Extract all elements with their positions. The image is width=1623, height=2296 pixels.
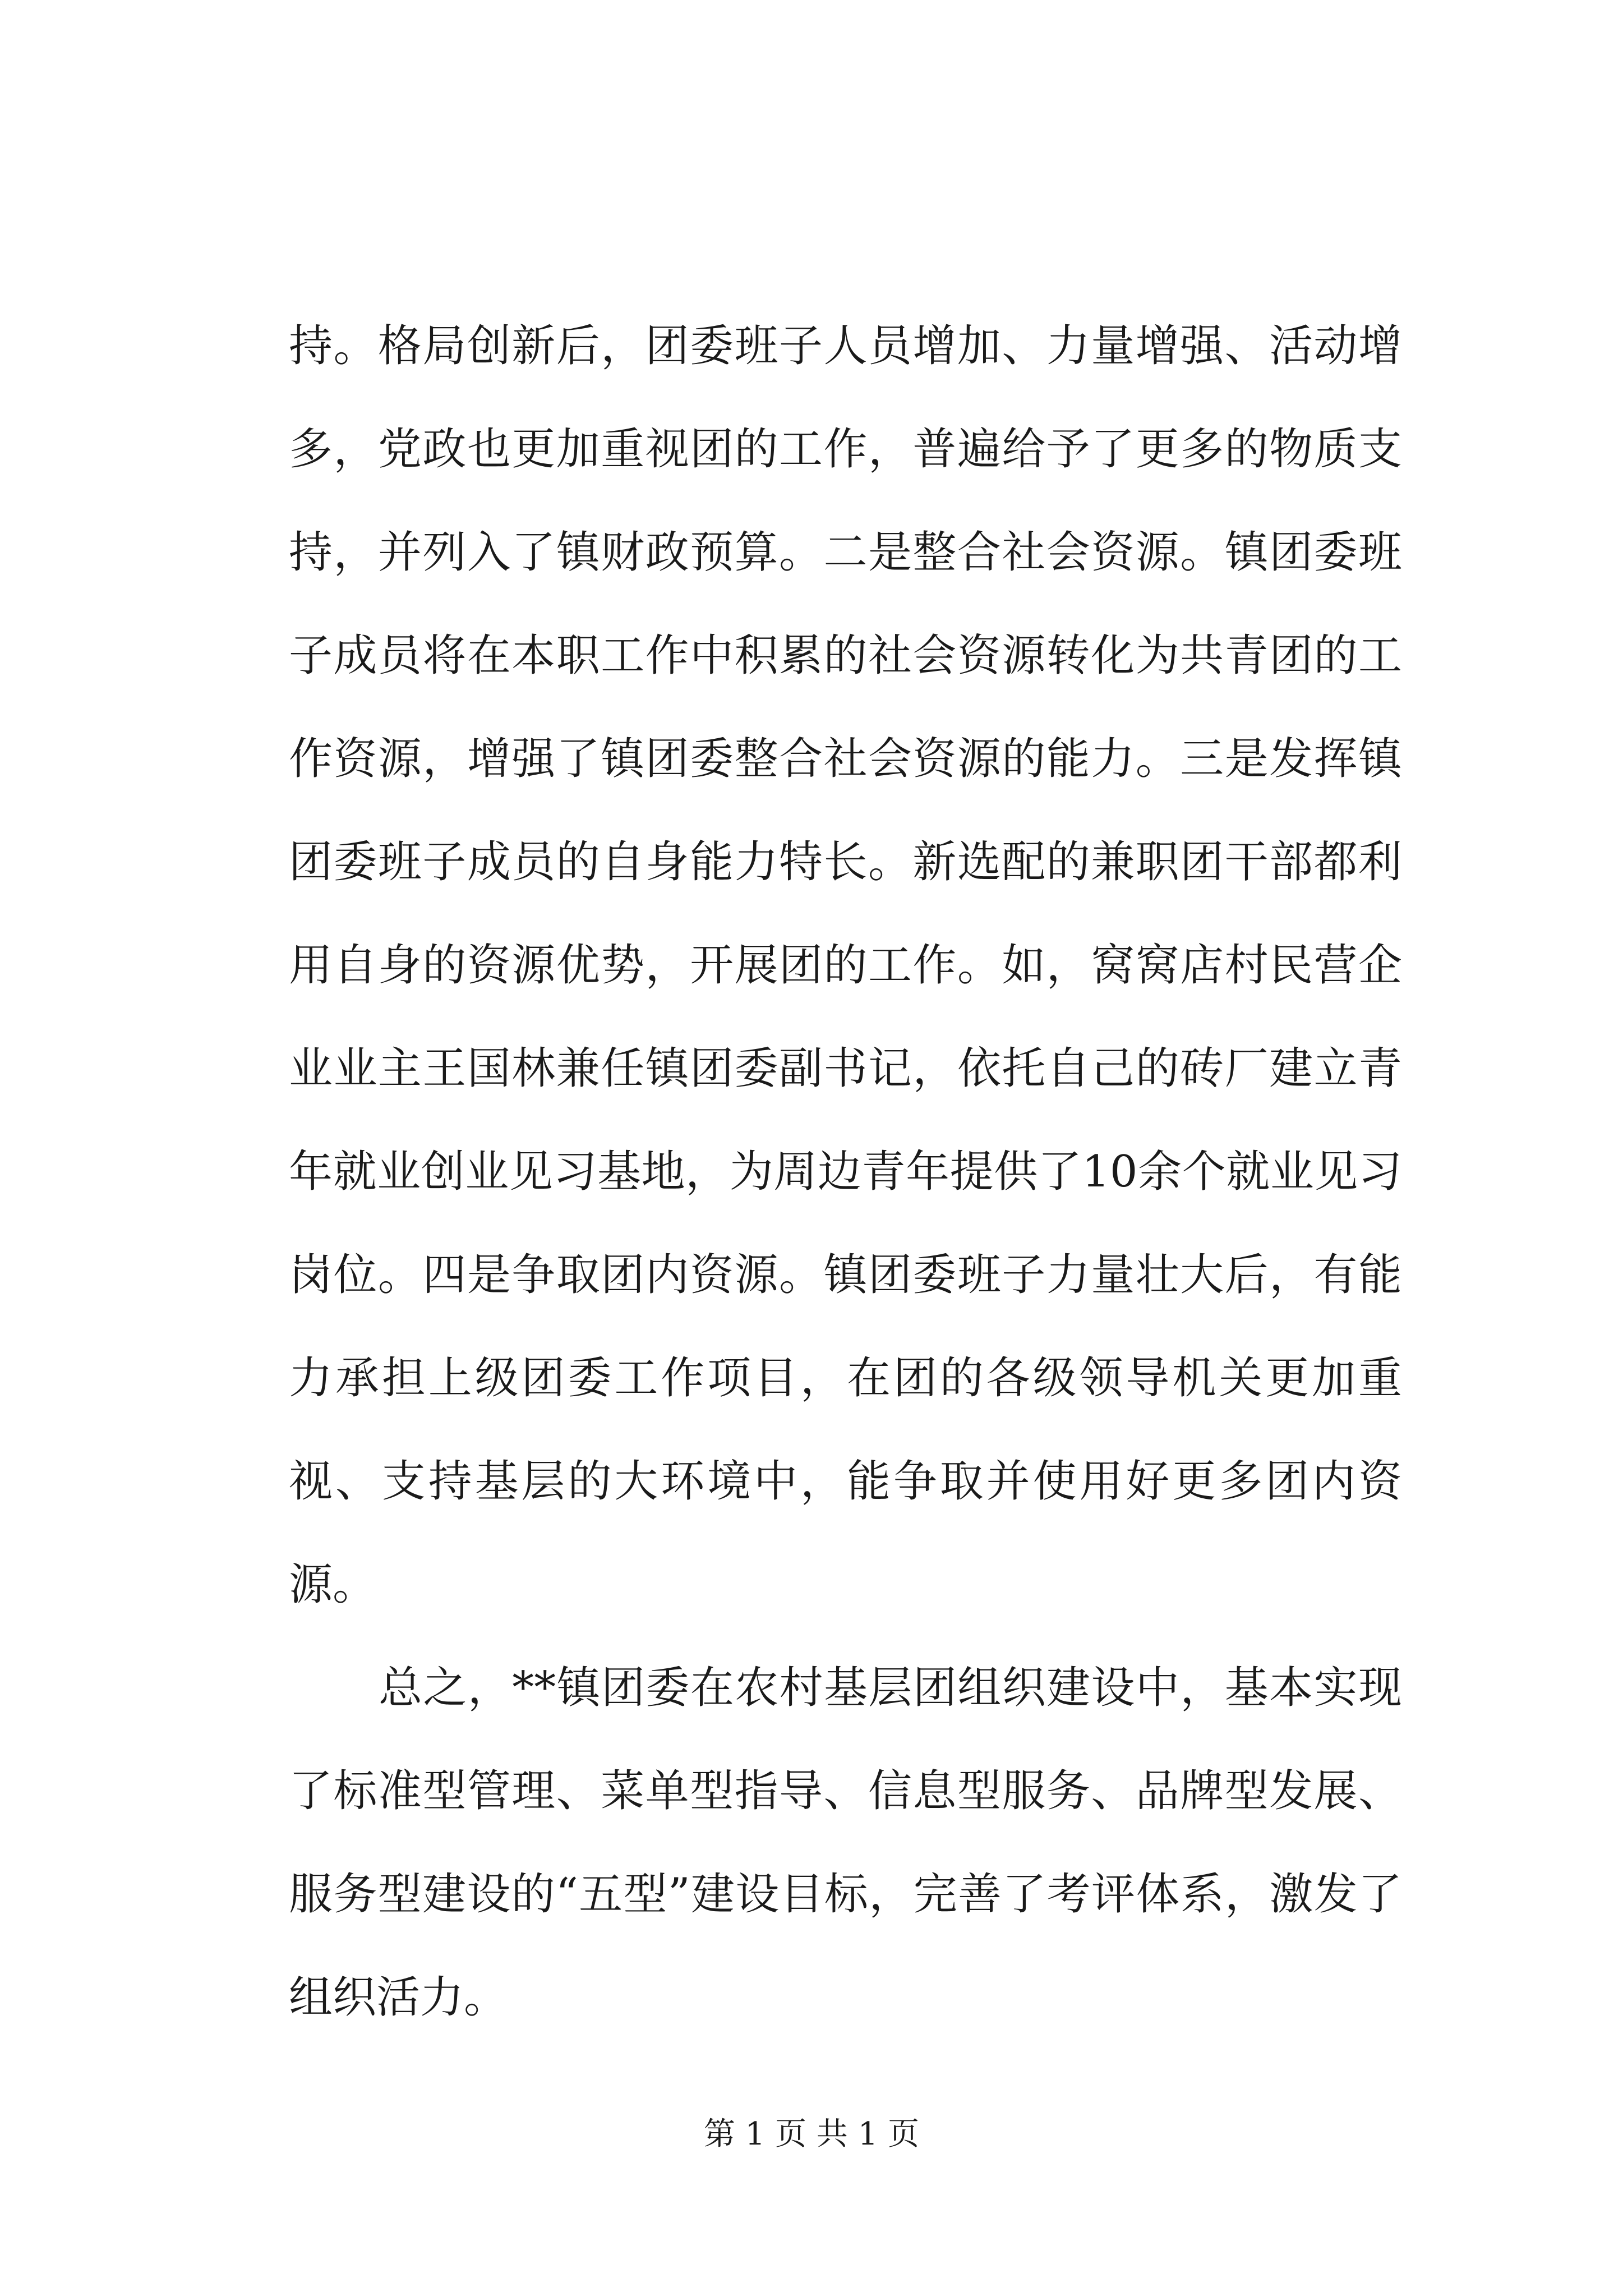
paragraph-continuation: 持。格局创新后，团委班子人员增加、力量增强、活动增多，党政也更加重视团的工作，普遍给予了更多的物质支持，并列入了镇财政预算。二是整合社会资源。镇团委班子成员将在本职工作中积累的社会资源转化为共青团的工作资源，增强了镇团委整合社会资源的能力。三是发挥镇团委班子成员的自身能力特长。新选配的兼职团干部都利用自身的资源优势，开展团的工作。如，窝窝店村民营企业业主王国林兼任镇团委副书记，依托自己的砖厂建立青年就业创业见习基地，为周边青年提供了10余个就业见习岗位。四是争取团内资源。镇团委班子力量壮大后，有能力承担上级团委工作项目，在团的各级领导机关更加重视、支持基层的大环境中，能争取并使用好更多团内资源。 xyxy=(289,321,1402,1610)
page-footer: 第 1 页 共 1 页 xyxy=(703,2116,920,2152)
document-body xyxy=(289,295,1402,2049)
paragraph-conclusion: 总之，**镇团委在农村基层团组织建设中，基本实现了标准型管理、菜单型指导、信息型服务、品牌型发展、服务型建设的“五型”建设目标，完善了考评体系，激发了组织活力。 xyxy=(289,1663,1402,2023)
